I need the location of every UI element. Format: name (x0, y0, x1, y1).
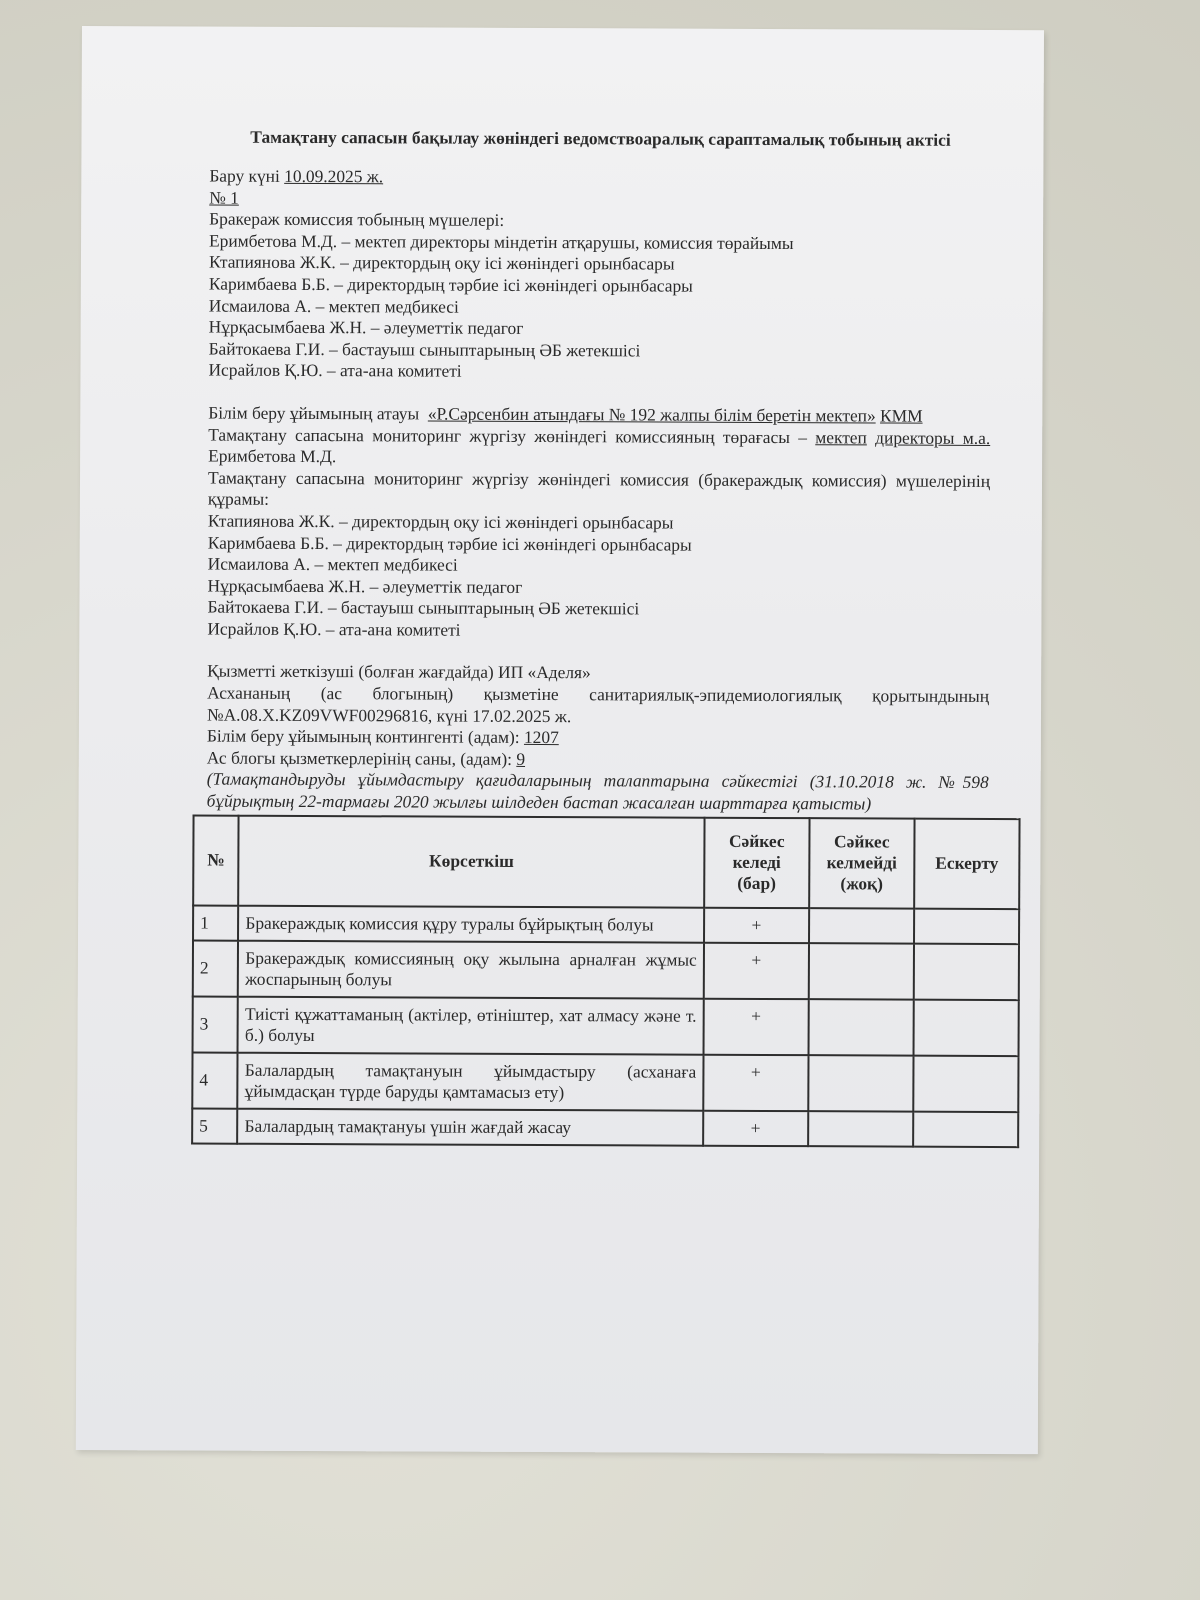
group-member: Исрайлов Қ.Ю. – ата-ана комитеті (208, 359, 462, 382)
header-noncompliant: Сәйкес келмейді (жоқ) (809, 818, 914, 908)
row-num: 1 (193, 905, 238, 940)
commission-member: Исмаилова А. – мектеп медбикесі (207, 553, 458, 575)
row-noncompliant (809, 943, 914, 999)
row-num: 5 (192, 1108, 237, 1143)
sanitary-line-2: №А.08.Х.KZ09VWF00296816, күні 17.02.2025 ж. (206, 704, 572, 726)
staff-value: 9 (516, 748, 526, 769)
supplier-line: Қызметті жеткізуші (болған жағдайда) ИП «Аделя» (207, 661, 591, 683)
group-members-heading: Бракераж комиссия тобының мүшелері: (209, 208, 505, 231)
row-noncompliant (808, 1111, 913, 1146)
row-note (913, 1111, 1018, 1146)
chair-name: Еримбетова М.Д. (208, 445, 337, 467)
visit-date-value: 10.09.2025 ж. (284, 165, 384, 187)
row-indicator: Бракераждық комиссия құру туралы бұйрықтың болуы (238, 905, 704, 942)
visit-date (209, 166, 991, 191)
row-note (914, 908, 1019, 943)
group-member: Еримбетова М.Д. – мектеп директоры міндетін атқарушы, комиссия төрайымы (209, 230, 794, 253)
org-name-label: Білім беру ұйымының атауы (208, 402, 420, 424)
group-member: Каримбаева Б.Б. – директордың тәрбие ісі жөніндегі орынбасары (208, 273, 693, 296)
row-note (913, 1055, 1018, 1111)
row-compliant: + (704, 942, 809, 998)
header-indicator: Көрсеткіш (238, 815, 704, 907)
row-num: 3 (193, 996, 239, 1052)
row-indicator: Тиісті құжаттаманың (актілер, өтініштер, хат алмасу және т. б.) болуы (238, 996, 704, 1054)
paper-sheet (76, 26, 1044, 1454)
commission-members-list (207, 510, 990, 643)
row-compliant: + (703, 1110, 808, 1145)
commission-heading-1: Тамақтану сапасына мониторинг жүргізу жөніндегі комиссия (бракераждық комиссия) (207, 467, 887, 491)
commission-member: Каримбаева Б.Б. – директордың тәрбие ісі жөніндегі орынбасары (207, 532, 692, 555)
compliance-note: (Тамақтандыруды ұйымдастыру қағидаларының талаптарына сәйкестігі (31.10.2018 ж. №598 бұйрықтың 22-тармағы 2020 жылғы шілдеден бастап жасалған шарттарға қатысты) (206, 768, 989, 814)
row-compliant: + (704, 907, 809, 942)
document-title: Тамақтану сапасын бақылау жөніндегі ведомствоаралық сараптамалық тобының актісі (250, 126, 951, 150)
table-row (193, 940, 1019, 1000)
row-noncompliant (808, 999, 913, 1055)
row-noncompliant (808, 1055, 913, 1111)
table-row (192, 1052, 1018, 1112)
table-row (193, 905, 1019, 944)
row-num: 4 (192, 1052, 238, 1108)
contingent-label: Білім беру ұйымының контингенті (адам): (206, 725, 520, 748)
chair-role-1: мектеп (815, 426, 867, 447)
act-number: № 1 (209, 187, 239, 208)
table-header-row (193, 815, 1019, 909)
checklist-table (191, 814, 1020, 1148)
contingent-value: 1207 (523, 727, 559, 748)
header-compliant: Сәйкес келеді (бар) (704, 817, 809, 907)
org-name-value: «Р.Сәрсенбин атындағы № 192 жалпы білім беретін мектеп» (427, 403, 876, 426)
row-compliant: + (703, 1054, 808, 1110)
sanitary-line-1: Асхананың (ас блогының) қызметіне санитариялық-эпидемиологиялық қорытындының (207, 682, 990, 707)
table-row (193, 996, 1019, 1056)
row-noncompliant (809, 908, 914, 943)
commission-heading (208, 467, 990, 514)
chair-label: Тамақтану сапасына мониторинг жүргізу жөніндегі комиссияның төрағасы – (208, 424, 807, 447)
commission-member: Исрайлов Қ.Ю. – ата-ана комитеті (207, 618, 461, 640)
visit-date-label: Бару күні (209, 165, 280, 186)
commission-chair (208, 424, 990, 471)
row-indicator: Балалардың тамақтануы үшін жағдай жасау (237, 1108, 703, 1145)
staff-label: Ас блогы қызметкерлерінің саны, (адам): (206, 747, 513, 769)
group-member: Ктапиянова Ж.К. – директордың оқу ісі жөніндегі орынбасары (208, 251, 675, 274)
group-member: Исмаилова А. – мектеп медбикесі (208, 295, 459, 317)
group-member: Нұрқасымбаева Ж.Н. – әлеуметтік педагог (208, 316, 524, 339)
org-name-cont: КММ (880, 405, 923, 426)
commission-member: Ктапиянова Ж.К. – директордың оқу ісі жөніндегі орынбасары (207, 510, 674, 533)
header-note: Ескерту (914, 818, 1019, 908)
row-note (913, 999, 1018, 1055)
sanitary-conclusion (207, 683, 989, 730)
row-note (914, 943, 1019, 999)
document-body (199, 126, 999, 1148)
row-compliant: + (703, 998, 808, 1054)
chair-role-2: директоры м.а. (875, 426, 991, 448)
group-members-list (208, 230, 991, 385)
table-row (192, 1108, 1018, 1147)
commission-member: Байтокаева Г.И. – бастауыш сыныптарының ӘБ жетекшісі (207, 596, 640, 619)
row-indicator: Балалардың тамақтануын ұйымдастыру (асханаға ұйымдасқан түрде баруды қамтамасыз ету) (238, 1052, 704, 1110)
commission-member: Нұрқасымбаева Ж.Н. – әлеуметтік педагог (207, 575, 523, 597)
group-member: Байтокаева Г.И. – бастауыш сыныптарының ӘБ жетекшісі (208, 338, 641, 361)
commission-heading-2: мүшелерінің құрамы: (207, 470, 991, 510)
header-num: № (193, 815, 239, 905)
row-indicator: Бракераждық комиссияның оқу жылына арналған жұмыс жоспарының болуы (238, 940, 704, 998)
row-num: 2 (193, 940, 239, 996)
